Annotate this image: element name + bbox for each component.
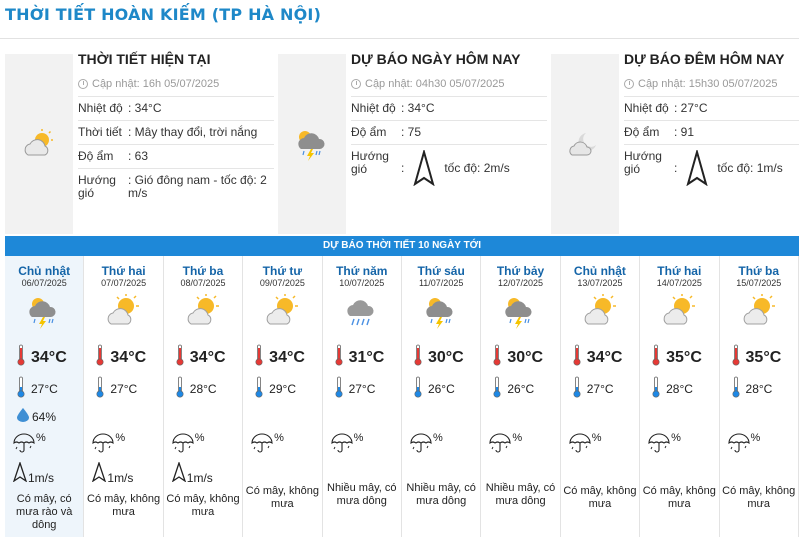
max-temp-value: 30°C bbox=[427, 348, 464, 366]
rain-value: % bbox=[512, 432, 523, 444]
min-temp-value: 28°C bbox=[666, 381, 693, 396]
weather-description: Có mây, có mưa rào và dông bbox=[16, 493, 73, 531]
forecast-day bbox=[243, 256, 322, 537]
umbrella-icon bbox=[488, 432, 512, 457]
day-date: 09/07/2025 bbox=[259, 278, 305, 288]
storm-icon bbox=[26, 294, 62, 330]
weather-description: Nhiều mây, có mưa dông bbox=[327, 482, 397, 507]
thermometer-hot-icon bbox=[414, 344, 422, 371]
humidity-row bbox=[624, 120, 799, 144]
thermometer-hot-icon bbox=[573, 344, 581, 371]
max-temp-value: 35°C bbox=[666, 348, 702, 366]
rain-chance bbox=[12, 432, 46, 457]
rain-chance bbox=[568, 432, 602, 457]
storm-icon bbox=[423, 294, 459, 330]
sun-cloud-icon bbox=[582, 294, 618, 330]
row-label: Độ ẩm bbox=[624, 125, 660, 139]
day-name: Thứ sáu bbox=[417, 264, 465, 278]
min-temp-value: 27°C bbox=[31, 381, 58, 396]
rain-chance bbox=[488, 432, 522, 457]
max-temperature bbox=[573, 344, 623, 371]
wind-direction-arrow-icon bbox=[13, 462, 27, 485]
page-title: THỜI TIẾT HOÀN KIẾM (TP HÀ NỘI) bbox=[5, 5, 322, 24]
rain-chance bbox=[409, 432, 443, 457]
max-temperature bbox=[255, 344, 305, 371]
thermometer-hot-icon bbox=[493, 344, 501, 371]
thermometer-cold-icon bbox=[732, 376, 740, 401]
water-drop-icon bbox=[17, 408, 29, 425]
row-label: Độ ẩm bbox=[351, 125, 387, 139]
row-value: : 91 bbox=[674, 125, 695, 139]
wind bbox=[13, 462, 54, 485]
max-temperature bbox=[176, 344, 226, 371]
rain-chance bbox=[91, 432, 125, 457]
today-forecast-card bbox=[278, 46, 548, 232]
day-name: Chủ nhật bbox=[573, 264, 626, 278]
day-name: Thứ ba bbox=[738, 264, 780, 278]
wind-row bbox=[78, 168, 274, 205]
updated-text: Cập nhật: 15h30 05/07/2025 bbox=[638, 78, 778, 90]
row-value bbox=[674, 150, 799, 186]
max-temp-value: 34°C bbox=[31, 348, 67, 366]
thermometer-cold-icon bbox=[414, 376, 422, 401]
current-weather-card bbox=[5, 46, 275, 232]
wind-speed: tốc độ: 1m/s bbox=[717, 160, 783, 175]
day-date: 11/07/2025 bbox=[418, 278, 464, 288]
clock-icon bbox=[351, 79, 361, 89]
temperature-row bbox=[78, 96, 274, 120]
weather-description: Có mây, không mưa bbox=[722, 485, 796, 510]
card-title: DỰ BÁO ĐÊM HÔM NAY bbox=[624, 51, 785, 67]
forecast-day bbox=[640, 256, 719, 537]
clock-icon bbox=[624, 79, 634, 89]
rain-value: % bbox=[671, 432, 681, 444]
max-temp-value: 34°C bbox=[110, 348, 147, 366]
weather-description: Có mây, không mưa bbox=[166, 493, 240, 518]
min-temp-value: 27°C bbox=[348, 381, 376, 396]
rain-value: % bbox=[194, 432, 205, 444]
ten-day-forecast bbox=[5, 256, 799, 537]
wind-direction-arrow-icon bbox=[412, 150, 436, 186]
wind bbox=[172, 462, 213, 485]
row-value: : 75 bbox=[401, 125, 422, 139]
day-date: 13/07/2025 bbox=[577, 278, 623, 288]
card-title: DỰ BÁO NGÀY HÔM NAY bbox=[351, 51, 521, 67]
rain-icon bbox=[344, 294, 380, 330]
humidity-value: 64% bbox=[32, 409, 57, 424]
weather-description: Có mây, không mưa bbox=[245, 485, 319, 510]
wind-direction-arrow-icon bbox=[685, 150, 709, 186]
thermometer-cold-icon bbox=[335, 376, 343, 401]
sun-cloud-icon bbox=[741, 294, 777, 330]
wind-speed: 1m/s bbox=[186, 471, 213, 485]
row-value: : 34°C bbox=[128, 101, 162, 115]
wind-row bbox=[351, 144, 547, 191]
clock-icon bbox=[78, 79, 88, 89]
day-name: Thứ năm bbox=[336, 264, 388, 278]
umbrella-icon bbox=[409, 432, 433, 457]
min-temp-value: 27°C bbox=[586, 381, 614, 396]
row-value: : Gió đông nam - tốc độ: 2 m/s bbox=[128, 173, 267, 200]
rain-value: % bbox=[750, 432, 761, 444]
forecast-day bbox=[720, 256, 799, 537]
day-name: Thứ hai bbox=[657, 264, 702, 278]
thermometer-hot-icon bbox=[17, 344, 25, 371]
max-temperature bbox=[652, 344, 702, 371]
thermometer-hot-icon bbox=[732, 344, 740, 371]
temperature-row bbox=[624, 96, 799, 120]
umbrella-icon bbox=[171, 432, 195, 457]
thermometer-hot-icon bbox=[176, 344, 184, 371]
rain-value: % bbox=[591, 432, 602, 444]
rain-chance bbox=[727, 432, 761, 457]
min-temperature bbox=[176, 376, 217, 401]
min-temperature bbox=[573, 376, 614, 401]
thunderstorm-sun-icon bbox=[278, 54, 346, 234]
wind-speed: tốc độ: 2m/s bbox=[444, 160, 510, 175]
rain-value: % bbox=[36, 432, 46, 444]
thermometer-hot-icon bbox=[96, 344, 104, 371]
thermometer-cold-icon bbox=[255, 376, 263, 401]
thermometer-cold-icon bbox=[96, 376, 104, 401]
tonight-forecast-card bbox=[551, 46, 799, 232]
max-temp-value: 34°C bbox=[269, 348, 305, 366]
rain-chance bbox=[171, 432, 205, 457]
min-temperature bbox=[493, 376, 534, 401]
row-value: : 27°C bbox=[674, 101, 708, 115]
updated-text: Cập nhật: 04h30 05/07/2025 bbox=[365, 78, 505, 90]
row-value bbox=[401, 150, 547, 186]
thermometer-cold-icon bbox=[573, 376, 581, 401]
max-temperature bbox=[96, 344, 146, 371]
wind-speed: 1m/s bbox=[107, 471, 134, 485]
forecast-day bbox=[84, 256, 163, 537]
umbrella-icon bbox=[330, 432, 354, 457]
rain-chance bbox=[647, 432, 681, 457]
row-label: Độ ẩm bbox=[78, 149, 114, 163]
max-temp-value: 31°C bbox=[348, 348, 385, 366]
card-updated bbox=[624, 72, 799, 96]
umbrella-icon bbox=[12, 432, 36, 457]
rain-value: % bbox=[353, 432, 364, 444]
day-name: Thứ tư bbox=[262, 264, 303, 278]
day-name: Thứ bảy bbox=[496, 264, 545, 278]
min-temperature bbox=[652, 376, 693, 401]
updated-text: Cập nhật: 16h 05/07/2025 bbox=[92, 78, 220, 90]
row-label: Nhiệt độ bbox=[351, 101, 396, 115]
card-title: THỜI TIẾT HIỆN TẠI bbox=[78, 51, 211, 67]
max-temperature bbox=[414, 344, 464, 371]
row-label: Nhiệt độ bbox=[624, 101, 669, 115]
forecast-day bbox=[323, 256, 402, 537]
thermometer-hot-icon bbox=[255, 344, 263, 371]
thermometer-cold-icon bbox=[17, 376, 25, 401]
day-date: 14/07/2025 bbox=[656, 278, 702, 288]
colon: : bbox=[401, 160, 405, 175]
weather-description: Nhiều mây, có mưa dông bbox=[406, 482, 476, 507]
weather-description: Có mây, không mưa bbox=[87, 493, 161, 518]
storm-icon bbox=[502, 294, 538, 330]
min-temperature bbox=[17, 376, 58, 401]
min-temp-value: 26°C bbox=[427, 381, 455, 396]
forecast-day bbox=[164, 256, 243, 537]
rain-chance bbox=[330, 432, 364, 457]
day-date: 07/07/2025 bbox=[101, 278, 147, 288]
max-temperature bbox=[493, 344, 543, 371]
min-temperature bbox=[335, 376, 376, 401]
umbrella-icon bbox=[647, 432, 671, 457]
min-temperature bbox=[255, 376, 296, 401]
weather-description: Có mây, không mưa bbox=[642, 485, 716, 510]
weather-description: Có mây, không mưa bbox=[563, 485, 637, 510]
day-name: Thứ hai bbox=[101, 264, 146, 278]
min-temp-value: 29°C bbox=[269, 381, 296, 396]
row-label: Hướng gió bbox=[624, 149, 662, 176]
min-temperature bbox=[96, 376, 137, 401]
wind-speed: 1m/s bbox=[28, 471, 55, 485]
day-name: Chủ nhật bbox=[18, 264, 71, 278]
max-temp-value: 34°C bbox=[586, 348, 623, 366]
forecast-day bbox=[5, 256, 84, 537]
max-temp-value: 30°C bbox=[507, 348, 544, 366]
wind bbox=[92, 462, 133, 485]
min-temp-value: 27°C bbox=[110, 381, 138, 396]
min-temperature bbox=[414, 376, 455, 401]
cloudy-night-icon bbox=[551, 54, 619, 234]
max-temp-value: 34°C bbox=[189, 348, 226, 366]
max-temperature bbox=[732, 344, 782, 371]
umbrella-icon bbox=[727, 432, 751, 457]
min-temp-value: 28°C bbox=[745, 381, 773, 396]
day-date: 06/07/2025 bbox=[21, 278, 67, 288]
thermometer-hot-icon bbox=[335, 344, 343, 371]
condition-row bbox=[78, 120, 274, 144]
min-temp-value: 26°C bbox=[507, 381, 535, 396]
temperature-row bbox=[351, 96, 547, 120]
day-date: 15/07/2025 bbox=[736, 278, 782, 288]
day-date: 08/07/2025 bbox=[180, 278, 226, 288]
max-temperature bbox=[335, 344, 385, 371]
card-updated bbox=[351, 72, 547, 96]
sun-cloud-icon bbox=[185, 294, 221, 330]
colon: : bbox=[674, 160, 678, 175]
forecast-day bbox=[561, 256, 640, 537]
sun-cloud-icon bbox=[264, 294, 300, 330]
forecast-day bbox=[481, 256, 560, 537]
thermometer-hot-icon bbox=[652, 344, 660, 371]
row-value: : 34°C bbox=[401, 101, 435, 115]
umbrella-icon bbox=[91, 432, 115, 457]
weather-description: Nhiều mây, có mưa dông bbox=[485, 482, 556, 507]
rain-value: % bbox=[432, 432, 443, 444]
sun-cloud-icon bbox=[105, 294, 141, 330]
row-label: Nhiệt độ bbox=[78, 101, 123, 115]
row-value: : 63 bbox=[128, 149, 149, 163]
rain-chance bbox=[250, 432, 284, 457]
row-label: Thời tiết bbox=[78, 125, 122, 139]
rain-value: % bbox=[115, 432, 126, 444]
day-name: Thứ ba bbox=[182, 264, 224, 278]
row-label: Hướng gió bbox=[78, 173, 116, 200]
thermometer-cold-icon bbox=[652, 376, 660, 401]
partly-cloudy-sun-icon bbox=[5, 54, 73, 234]
day-date: 10/07/2025 bbox=[339, 278, 385, 288]
thermometer-cold-icon bbox=[493, 376, 501, 401]
forecast-banner: DỰ BÁO THỜI TIẾT 10 NGÀY TỚI bbox=[5, 236, 799, 256]
wind-row bbox=[624, 144, 799, 191]
min-temperature bbox=[732, 376, 773, 401]
forecast-day bbox=[402, 256, 481, 537]
sun-cloud-icon bbox=[661, 294, 697, 330]
umbrella-icon bbox=[568, 432, 592, 457]
card-updated bbox=[78, 72, 274, 96]
max-temperature bbox=[17, 344, 67, 371]
row-value: : Mây thay đổi, trời nắng bbox=[128, 125, 258, 139]
thermometer-cold-icon bbox=[176, 376, 184, 401]
rain-value: % bbox=[274, 432, 284, 444]
humidity bbox=[17, 408, 56, 425]
humidity-row bbox=[351, 120, 547, 144]
max-temp-value: 35°C bbox=[745, 348, 782, 366]
row-label: Hướng gió bbox=[351, 149, 389, 176]
wind-direction-arrow-icon bbox=[92, 462, 106, 485]
day-date: 12/07/2025 bbox=[498, 278, 544, 288]
humidity-row bbox=[78, 144, 274, 168]
wind-direction-arrow-icon bbox=[172, 462, 186, 485]
min-temp-value: 28°C bbox=[189, 381, 217, 396]
umbrella-icon bbox=[250, 432, 274, 457]
title-divider bbox=[0, 38, 799, 39]
